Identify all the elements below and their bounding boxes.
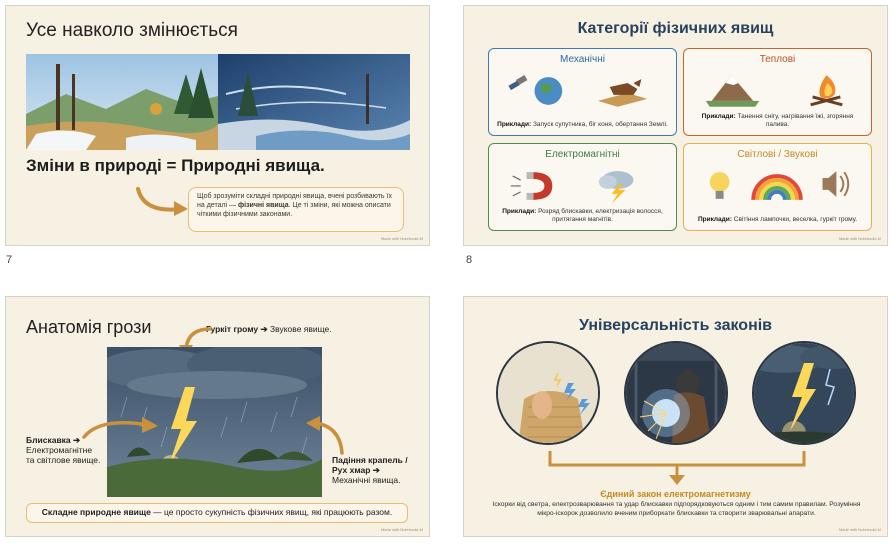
- category-examples: [495, 121, 670, 129]
- slide-number: 8: [466, 254, 473, 266]
- thunder-label-bold: Гуркіт грому ➔: [206, 324, 268, 334]
- slide-number: 7: [6, 254, 13, 266]
- lightning-label-text: Електромагнітне та світлове явище.: [26, 445, 101, 465]
- note-text-end: . Це ті зміни, які можна описати чіткими фізичними законами.: [197, 202, 391, 218]
- slide-thumbnail-7[interactable]: [5, 5, 430, 246]
- note-text-start: Щоб зрозуміти складні природні явища, вчені розбивають їх на деталі —: [197, 193, 392, 209]
- bulb-rainbow-speaker-icon: [684, 162, 871, 204]
- curved-arrow-icon: [302, 415, 348, 455]
- law-description: Іскорки від светра, електрозварювання та удар блискавки підпорядковуються одним і тим самим правилам. Розуміння мікро-іскорок дозволило вченим приборкати блискавки та створити зварювальні апарати.: [492, 501, 861, 517]
- explanation-note: [188, 187, 404, 232]
- category-title: Механічні: [560, 54, 605, 65]
- sweater-static-image: [496, 341, 600, 445]
- law-heading: Єдиний закон електромагнетизму: [600, 489, 751, 499]
- category-card-mechanical: [488, 48, 677, 136]
- category-title: Світлові / Звукові: [737, 149, 818, 160]
- slide-title: Анатомія грози: [26, 317, 152, 337]
- slide-subtitle: Зміни в природі = Природні явища.: [26, 156, 325, 175]
- converging-bracket-icon: [546, 449, 808, 487]
- slide-thumbnail-10[interactable]: [463, 296, 888, 537]
- curved-arrow-icon: [134, 183, 192, 221]
- lightning-label-bold: Блискавка ➔: [26, 435, 81, 445]
- category-examples: [690, 113, 865, 129]
- category-examples: [690, 216, 865, 224]
- slide-title: Усе навколо змінюється: [26, 20, 238, 41]
- magnet-lightning-cloud-icon: [489, 162, 676, 204]
- watermark: Made with NotebookLM: [838, 236, 881, 241]
- slide-title: Універсальність законів: [578, 317, 773, 334]
- drops-label: [332, 455, 422, 485]
- examples-text: Світіння лампочки, веселка, гуркіт грому.: [733, 216, 858, 223]
- summary-bold: Складне природне явище: [41, 507, 151, 517]
- slide-thumbnail-9[interactable]: [5, 296, 430, 537]
- lightning-strike-image: [752, 341, 856, 445]
- curved-arrow-icon: [80, 411, 162, 441]
- category-card-light-sound: [683, 143, 872, 231]
- examples-text: Розряд блискавки, електризація волосся, притягання магнітів.: [538, 208, 663, 223]
- examples-text: Танення снігу, нагрівання їжі, згоряння палива.: [737, 113, 854, 128]
- examples-text: Запуск супутника, біг коня, обертання Землі.: [532, 121, 668, 128]
- satellite-earth-horse-icon: [489, 67, 676, 109]
- category-title: Теплові: [759, 54, 796, 65]
- watermark: Made with NotebookLM: [380, 236, 423, 241]
- category-card-electromagnetic: [488, 143, 677, 231]
- summary-text: — це просто сукупність фізичних явищ, які працюють разом.: [150, 507, 393, 517]
- slide-title: Категорії фізичних явищ: [577, 20, 774, 37]
- winter-spring-landscape-image: [26, 54, 410, 150]
- watermark: Made with NotebookLM: [380, 527, 423, 532]
- summary-bar: [26, 503, 408, 523]
- slide-thumbnail-8[interactable]: [463, 5, 888, 246]
- drops-label-text: Механічні явища.: [332, 475, 401, 485]
- welding-image: [624, 341, 728, 445]
- note-highlight: фізичні явища: [238, 202, 289, 209]
- examples-label: Приклади:: [701, 113, 736, 120]
- category-card-thermal: [683, 48, 872, 136]
- examples-label: Приклади:: [697, 216, 732, 223]
- category-title: Електромагнітні: [545, 149, 620, 160]
- mountain-campfire-icon: [684, 67, 871, 109]
- thunder-label: [206, 324, 332, 335]
- category-examples: [495, 208, 670, 224]
- examples-label: Приклади:: [497, 121, 532, 128]
- watermark: Made with NotebookLM: [838, 527, 881, 532]
- drops-label-bold: Падіння крапель / Рух хмар ➔: [332, 455, 408, 475]
- examples-label: Приклади:: [502, 208, 537, 215]
- thunder-label-text: Звукове явище.: [267, 324, 332, 334]
